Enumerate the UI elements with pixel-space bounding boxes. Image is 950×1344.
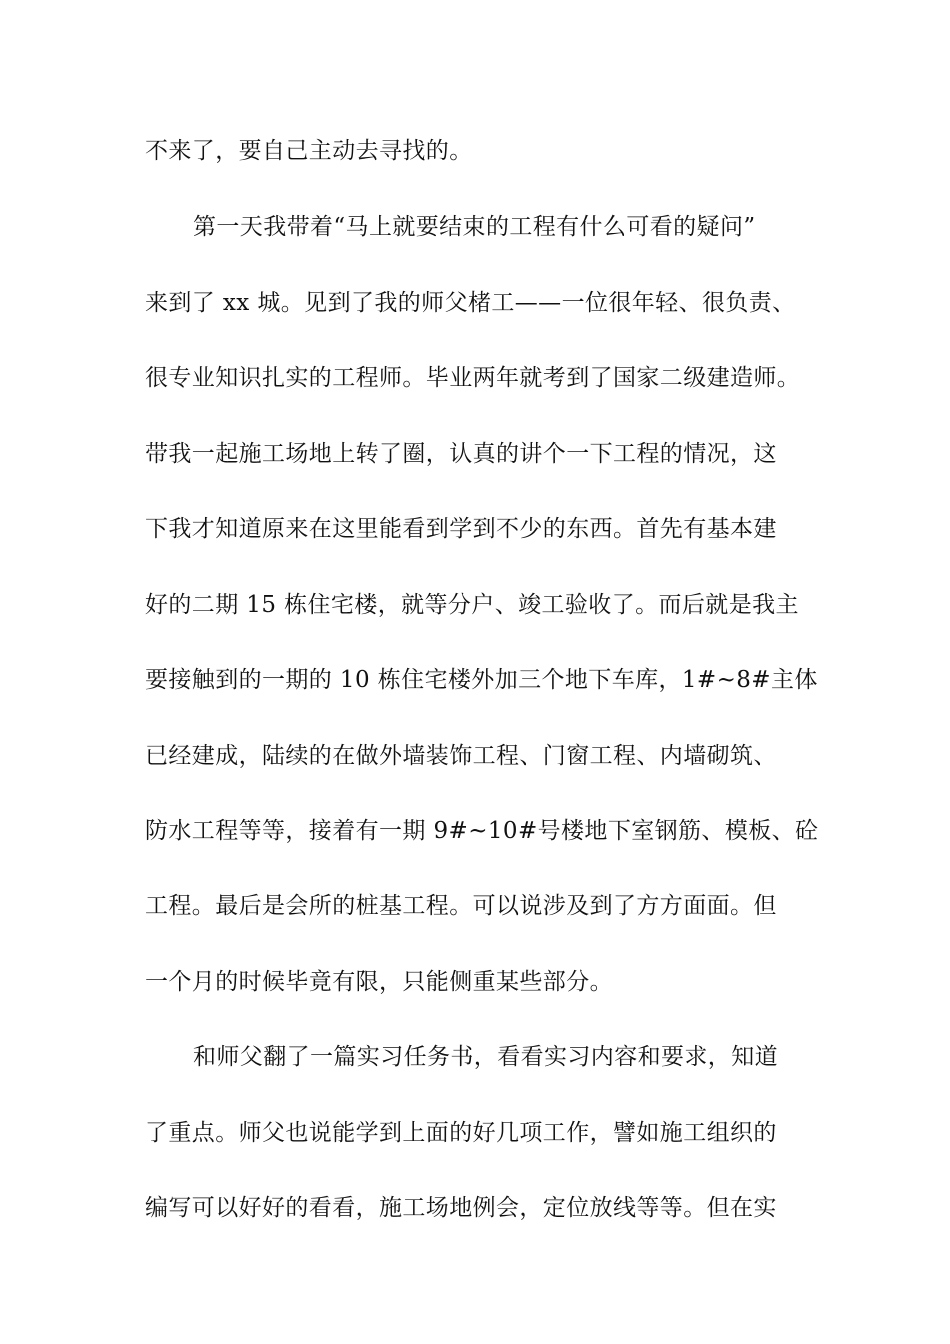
text-line: 不来了，要自己主动去寻找的。 <box>145 138 473 164</box>
text-line: 好的二期 15 栋住宅楼，就等分户、竣工验收了。而后就是我主 <box>145 592 799 618</box>
text-line: 带我一起施工场地上转了圈，认真的讲个一下工程的情况，这 <box>145 441 777 467</box>
paragraph-first-line: 和师父翻了一篇实习任务书，看看实习内容和要求，知道 <box>193 1044 778 1070</box>
text-line: 一个月的时候毕竟有限，只能侧重某些部分。 <box>145 969 613 995</box>
text-line: 下我才知道原来在这里能看到学到不少的东西。首先有基本建 <box>145 516 777 542</box>
text-line: 来到了 xx 城。见到了我的师父楮工——一位很年轻、很负责、 <box>145 290 796 316</box>
text-line: 了重点。师父也说能学到上面的好几项工作，譬如施工组织的 <box>145 1120 777 1146</box>
paragraph-first-line: 第一天我带着“马上就要结束的工程有什么可看的疑问” <box>193 214 756 240</box>
text-line: 编写可以好好的看看，施工场地例会，定位放线等等。但在实 <box>145 1195 777 1221</box>
text-line: 工程。最后是会所的桩基工程。可以说涉及到了方方面面。但 <box>145 893 777 919</box>
text-line: 很专业知识扎实的工程师。毕业两年就考到了国家二级建造师。 <box>145 365 801 391</box>
text-line: 已经建成，陆续的在做外墙装饰工程、门窗工程、内墙砌筑、 <box>145 743 777 769</box>
text-line: 防水工程等等，接着有一期 9#~10#号楼地下室钢筋、模板、砼 <box>145 818 819 844</box>
text-line: 要接触到的一期的 10 栋住宅楼外加三个地下车库，1#~8#主体 <box>145 667 818 693</box>
